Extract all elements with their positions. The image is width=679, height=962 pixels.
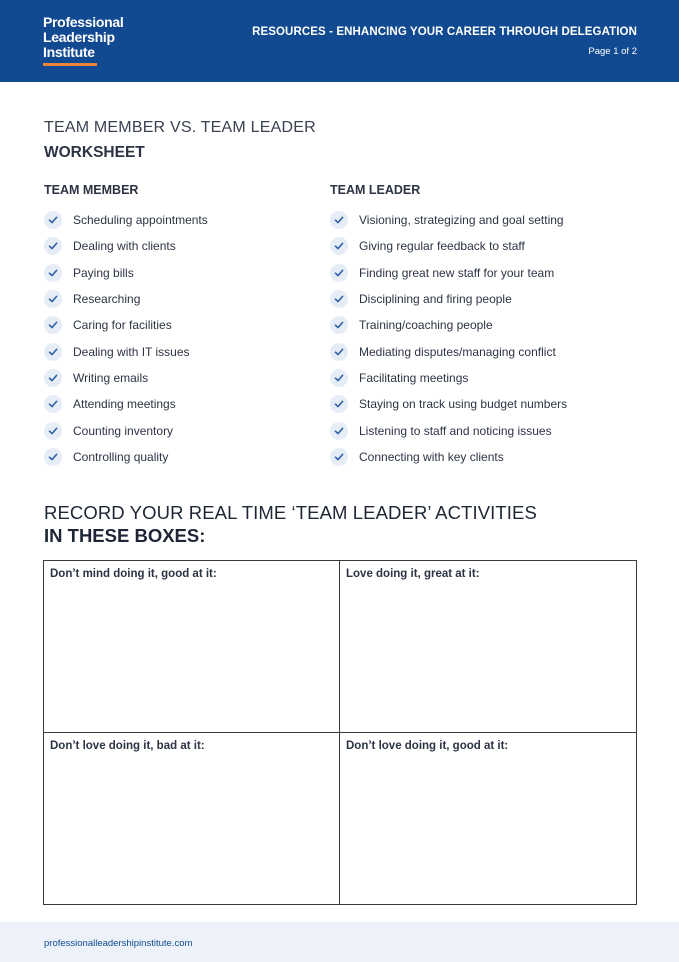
worksheet-title: TEAM MEMBER VS. TEAM LEADER <box>44 119 316 136</box>
list-item-label: Dealing with clients <box>73 239 176 254</box>
box-dont-mind-good[interactable] <box>44 561 340 733</box>
check-icon <box>44 448 62 466</box>
record-heading-line-1: RECORD YOUR REAL TIME ‘TEAM LEADER’ ACTIVITIES <box>44 502 537 523</box>
list-item-label: Researching <box>73 292 141 307</box>
box-label: Don’t mind doing it, good at it: <box>50 568 217 580</box>
list-item-label: Connecting with key clients <box>359 449 504 464</box>
check-icon <box>330 264 348 282</box>
check-icon <box>330 395 348 413</box>
box-label: Don’t love doing it, bad at it: <box>50 739 205 752</box>
list-item-label: Facilitating meetings <box>359 370 469 385</box>
list-item-label: Finding great new staff for your team <box>359 265 555 280</box>
team-leader-heading: TEAM LEADER <box>330 183 421 197</box>
list-item <box>330 391 567 417</box>
list-item-label: Giving regular feedback to staff <box>359 239 525 254</box>
list-item <box>330 338 567 364</box>
record-heading-line-2: IN THESE BOXES: <box>44 525 206 546</box>
list-item <box>44 444 208 470</box>
list-item-label: Caring for facilities <box>73 318 172 333</box>
list-item <box>330 444 567 470</box>
list-item <box>44 233 208 259</box>
logo-text-line-1: Professional <box>43 14 124 30</box>
box-dont-love-bad[interactable] <box>44 733 340 905</box>
logo-text-line-2: Leadership <box>43 29 115 45</box>
check-icon <box>44 343 62 361</box>
header-title: RESOURCES - ENHANCING YOUR CAREER THROUGH DELEGATION <box>252 26 637 38</box>
team-member-list <box>44 207 208 470</box>
check-icon <box>330 422 348 440</box>
check-icon <box>44 211 62 229</box>
worksheet-subtitle: WORKSHEET <box>44 144 145 161</box>
check-icon <box>330 211 348 229</box>
list-item <box>44 312 208 338</box>
list-item-label: Controlling quality <box>73 449 169 464</box>
team-member-column <box>44 183 208 470</box>
list-item-label: Visioning, strategizing and goal setting <box>359 213 564 228</box>
list-item <box>330 286 567 312</box>
logo-text-line-3: Institute <box>43 44 95 60</box>
list-item-label: Staying on track using budget numbers <box>359 397 568 412</box>
list-item <box>44 260 208 286</box>
list-item-label: Listening to staff and noticing issues <box>359 423 552 438</box>
check-icon <box>44 369 62 387</box>
team-leader-column <box>330 183 567 470</box>
list-item <box>330 207 567 233</box>
list-item <box>330 417 567 443</box>
box-dont-love-good[interactable] <box>340 733 636 905</box>
list-item-label: Counting inventory <box>73 423 174 438</box>
check-icon <box>330 448 348 466</box>
list-item-label: Writing emails <box>73 370 149 385</box>
check-icon <box>330 290 348 308</box>
list-item <box>330 312 567 338</box>
list-item <box>44 365 208 391</box>
activity-grid <box>43 560 637 905</box>
list-item <box>44 391 208 417</box>
list-item <box>44 338 208 364</box>
footer-url-link[interactable]: professionalleadershipinstitute.com <box>44 938 193 949</box>
list-item-label: Disciplining and firing people <box>359 292 512 307</box>
list-item-label: Attending meetings <box>73 397 176 412</box>
team-member-heading: TEAM MEMBER <box>44 183 139 197</box>
header-band <box>0 0 679 82</box>
list-item <box>330 233 567 259</box>
logo-underline <box>43 63 97 66</box>
list-item <box>330 260 567 286</box>
list-item-label: Training/coaching people <box>359 318 493 333</box>
check-icon <box>330 316 348 334</box>
check-icon <box>44 316 62 334</box>
list-item <box>44 207 208 233</box>
check-icon <box>44 264 62 282</box>
list-item-label: Mediating disputes/managing conflict <box>359 344 556 359</box>
page-indicator: Page 1 of 2 <box>588 46 637 57</box>
list-item <box>330 365 567 391</box>
check-icon <box>44 290 62 308</box>
box-label: Love doing it, great at it: <box>346 568 480 580</box>
list-item-label: Scheduling appointments <box>73 213 208 228</box>
list-item-label: Paying bills <box>73 265 134 280</box>
box-love-great[interactable] <box>340 561 636 733</box>
check-icon <box>44 395 62 413</box>
check-icon <box>44 422 62 440</box>
list-item <box>44 286 208 312</box>
footer <box>0 922 679 962</box>
check-icon <box>330 343 348 361</box>
check-icon <box>330 237 348 255</box>
check-icon <box>330 369 348 387</box>
box-label: Don’t love doing it, good at it: <box>346 739 509 752</box>
team-leader-list <box>330 207 567 470</box>
list-item <box>44 417 208 443</box>
check-icon <box>44 237 62 255</box>
list-item-label: Dealing with IT issues <box>73 344 190 359</box>
logo <box>43 15 123 66</box>
